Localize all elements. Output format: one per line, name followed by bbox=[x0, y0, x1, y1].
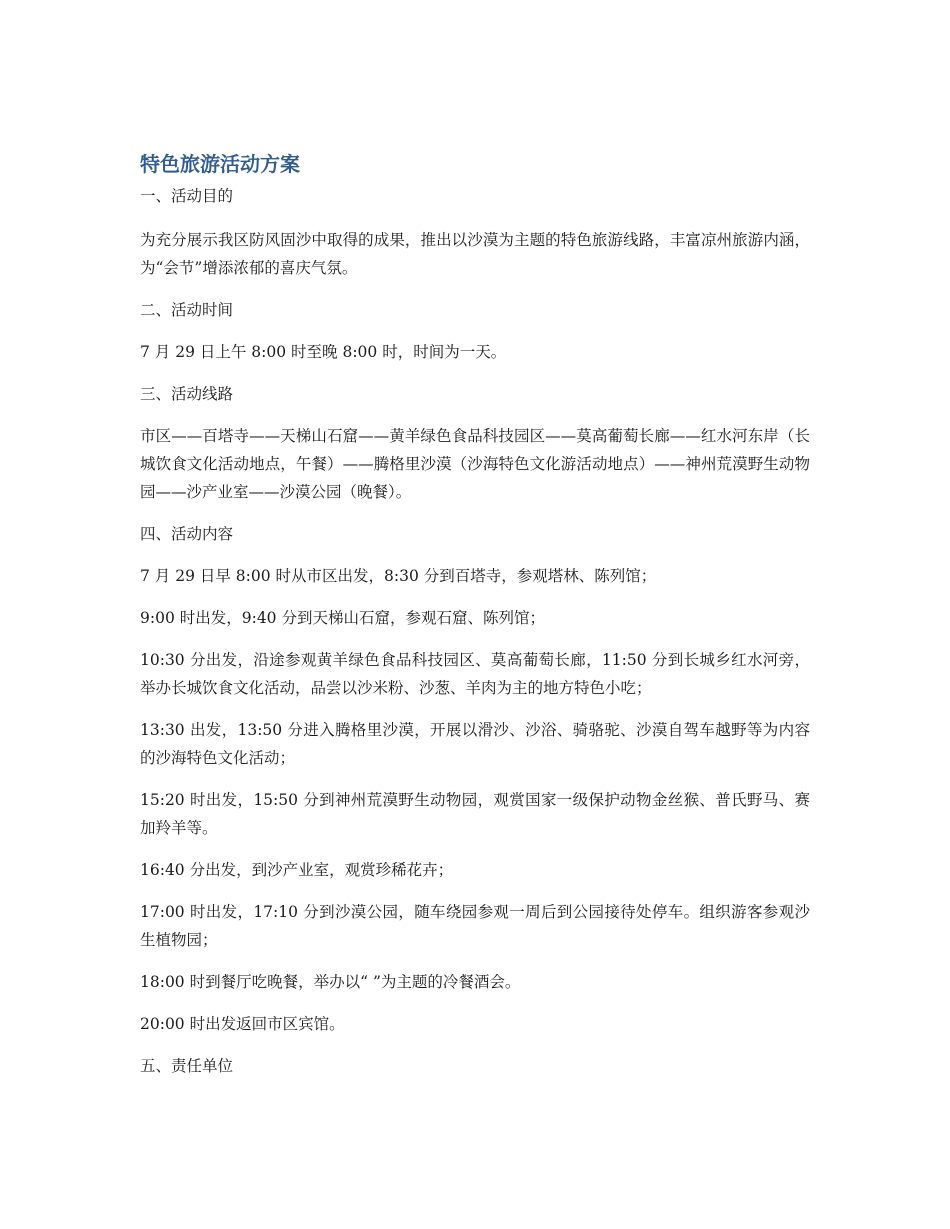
body-paragraph: 10:30 分出发，沿途参观黄羊绿色食品科技园区、莫高葡萄长廊，11:50 分到长城乡红水河旁，举办长城饮食文化活动，品尝以沙米粉、沙葱、羊肉为主的地方特色小吃； bbox=[140, 651, 810, 697]
body-paragraph: 20:00 时出发返回市区宾馆。 bbox=[140, 1015, 345, 1033]
document-title: 特色旅游活动方案 bbox=[140, 152, 300, 176]
body-paragraph: 为充分展示我区防风固沙中取得的成果，推出以沙漠为主题的特色旅游线路，丰富凉州旅游内涵，为“会节”增添浓郁的喜庆气氛。 bbox=[140, 231, 810, 277]
section-purpose bbox=[140, 182, 810, 282]
body-paragraph: 13:30 出发，13:50 分进入腾格里沙漠，开展以滑沙、沙浴、骑骆驼、沙漠自驾车越野等为内容的沙海特色文化活动； bbox=[140, 721, 810, 767]
section-heading: 一、活动目的 bbox=[140, 187, 234, 205]
section-route bbox=[140, 380, 810, 506]
section-responsible-units bbox=[140, 1052, 810, 1080]
body-paragraph: 15:20 时出发，15:50 分到神州荒漠野生动物园，观赏国家一级保护动物金丝猴、普氏野马、赛加羚羊等。 bbox=[140, 791, 810, 837]
body-paragraph: 9:00 时出发，9:40 分到天梯山石窟，参观石窟、陈列馆； bbox=[140, 609, 545, 627]
body-paragraph: 16:40 分出发，到沙产业室，观赏珍稀花卉； bbox=[140, 861, 454, 879]
body-paragraph: 市区——百塔寺——天梯山石窟——黄羊绿色食品科技园区——莫高葡萄长廊——红水河东岸（长城饮食文化活动地点，午餐）——腾格里沙漠（沙海特色文化游活动地点）——神州荒漠野生动物园——沙产业室——沙漠公园（晚餐）。 bbox=[140, 427, 810, 501]
section-heading: 三、活动线路 bbox=[140, 385, 234, 403]
section-heading: 五、责任单位 bbox=[140, 1057, 234, 1075]
section-heading: 二、活动时间 bbox=[140, 301, 234, 319]
body-paragraph: 17:00 时出发，17:10 分到沙漠公园，随车绕园参观一周后到公园接待处停车。组织游客参观沙生植物园； bbox=[140, 903, 810, 949]
body-paragraph: 18:00 时到餐厅吃晚餐，举办以“ ”为主题的冷餐酒会。 bbox=[140, 973, 521, 991]
section-content bbox=[140, 520, 810, 1038]
body-paragraph: 7 月 29 日早 8:00 时从市区出发，8:30 分到百塔寺，参观塔林、陈列馆； bbox=[140, 567, 657, 585]
document-page bbox=[140, 148, 810, 1094]
body-paragraph: 7 月 29 日上午 8:00 时至晚 8:00 时，时间为一天。 bbox=[140, 343, 507, 361]
section-time bbox=[140, 296, 810, 366]
section-heading: 四、活动内容 bbox=[140, 525, 234, 543]
